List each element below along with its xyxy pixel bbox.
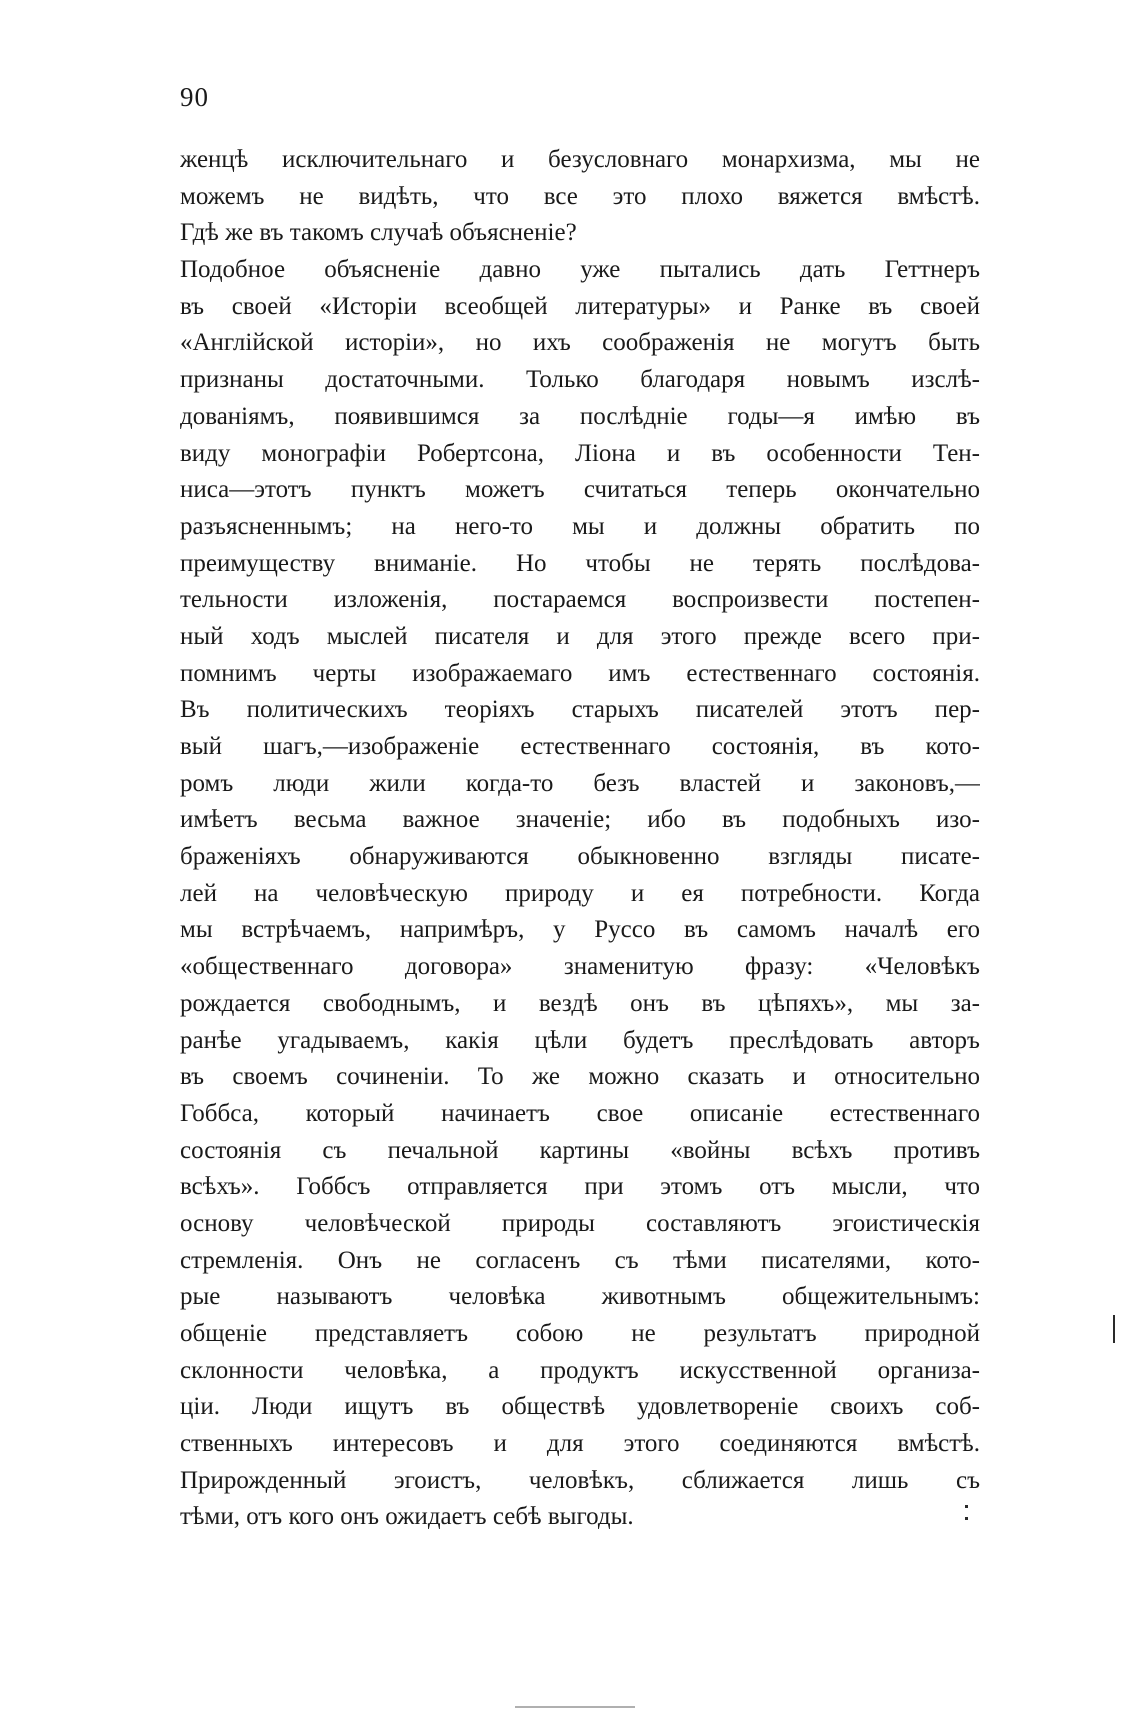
text-line: ственныхъ интересовъ и для этого соединяются вмѣстѣ. (180, 1430, 980, 1458)
text-line: Подобное объясненіе давно уже пытались дать Геттнеръ (180, 256, 980, 284)
scan-artifact-dot (965, 1517, 968, 1520)
text-line: въ своемъ сочиненіи. То же можно сказать и относительно (180, 1063, 980, 1091)
text-line: Гдѣ же въ такомъ случаѣ объясненіе? (180, 219, 577, 247)
text-line: вый шагъ,—изображеніе естественнаго состоянія, въ кото- (180, 733, 980, 760)
text-line: ниса—этотъ пунктъ можетъ считаться теперь окончательно (180, 476, 980, 504)
text-line: помнимъ черты изображаемаго имъ естественнаго состоянія. (180, 659, 980, 687)
text-line: имѣетъ весьма важное значеніе; ибо въ подобныхъ изо- (180, 806, 980, 834)
text-line: «Англійской исторіи», но ихъ соображенія не могутъ быть (180, 329, 980, 357)
scan-artifact-mark (1113, 1315, 1115, 1343)
text-line: тельности изложенія, постараемся воспроизвести постепен- (180, 586, 980, 614)
text-line: браженіяхъ обнаруживаются обыкновенно взгляды писате- (180, 843, 980, 871)
scan-artifact-line (515, 1706, 635, 1708)
text-line: склонности человѣка, а продуктъ искусственной организа- (180, 1356, 980, 1384)
text-line: тѣми, отъ кого онъ ожидаетъ себѣ выгоды. (180, 1503, 634, 1531)
text-line: женцѣ исключительнаго и безусловнаго монархизма, мы не (180, 146, 980, 173)
text-line: лей на человѣческую природу и ея потребности. Когда (180, 879, 980, 907)
body-text (180, 142, 980, 1536)
text-line: ранѣе угадываемъ, какія цѣли будетъ преслѣдовать авторъ (180, 1026, 980, 1054)
text-line: можемъ не видѣть, что все это плохо вяжется вмѣстѣ. (180, 182, 980, 210)
text-line: состоянія съ печальной картины «войны всѣхъ противъ (180, 1136, 980, 1164)
text-line: виду монографіи Робертсона, Ліона и въ особенности Тен- (180, 439, 980, 467)
text-line: Въ политическихъ теоріяхъ старыхъ писателей этотъ пер- (180, 696, 980, 724)
text-line: стремленія. Онъ не согласенъ съ тѣми писателями, кото- (180, 1246, 980, 1274)
text-line: Прирожденный эгоистъ, человѣкъ, сближается лишь съ (180, 1466, 980, 1494)
text-line: преимуществу вниманіе. Но чтобы не терять послѣдова- (180, 549, 980, 577)
text-line: рые называютъ человѣка животнымъ общежительнымъ: (180, 1283, 980, 1311)
text-line: «общественнаго договора» знаменитую фразу: «Человѣкъ (180, 953, 980, 981)
text-line: общеніе представляетъ собою не результатъ природной (180, 1320, 980, 1347)
text-line: рождается свободнымъ, и вездѣ онъ въ цѣпяхъ», мы за- (180, 989, 980, 1017)
text-line: ціи. Люди ищутъ въ обществѣ удовлетвореніе своихъ соб- (180, 1393, 980, 1421)
text-line: ный ходъ мыслей писателя и для этого прежде всего при- (180, 622, 980, 650)
text-line: въ своей «Исторіи всеобщей литературы» и Ранке въ своей (180, 292, 980, 320)
text-line: дованіямъ, появившимся за послѣдніе годы—я имѣю въ (180, 402, 980, 430)
text-line: основу человѣческой природы составляютъ эгоистическія (180, 1209, 980, 1237)
text-line: ромъ люди жили когда-то безъ властей и законовъ,— (180, 769, 980, 797)
scan-artifact-dot (965, 1505, 968, 1508)
text-line: разъясненнымъ; на него-то мы и должны обратить по (180, 512, 980, 540)
page-number: 90 (180, 82, 209, 112)
text-line: Гоббса, который начинаетъ свое описаніе естественнаго (180, 1099, 980, 1127)
text-line: мы встрѣчаемъ, напримѣръ, у Руссо въ самомъ началѣ его (180, 916, 980, 944)
text-line: всѣхъ». Гоббсъ отправляется при этомъ отъ мысли, что (180, 1173, 980, 1201)
text-line: признаны достаточными. Только благодаря новымъ изслѣ- (180, 366, 980, 394)
